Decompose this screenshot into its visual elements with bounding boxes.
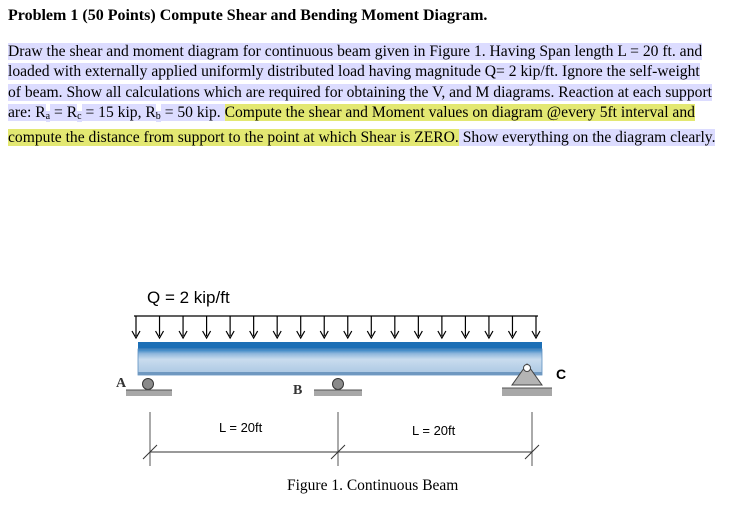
load-label: Q = 2 kip/ft <box>147 288 230 307</box>
support-a-label: A <box>116 376 127 391</box>
roller-b-icon <box>333 379 344 390</box>
distributed-load-arrows <box>132 316 540 338</box>
span1-label: L = 20ft <box>219 420 263 435</box>
figure-caption: Figure 1. Continuous Beam <box>287 477 459 494</box>
support-c-label: C <box>556 366 567 382</box>
ground-a <box>126 390 172 396</box>
statement-part4: = 50 kip. <box>160 104 225 122</box>
subscript-a: a <box>45 111 51 123</box>
roller-a-icon <box>143 379 154 390</box>
beam-bottom-edge <box>138 372 542 375</box>
support-a <box>126 379 172 397</box>
span-dimensions <box>143 412 539 466</box>
subscript-b: b <box>155 111 161 123</box>
statement-highlighted-task: Compute the shear and Moment values on diagram @every 5ft interval and compute the distance from support to the point at which Shear is ZERO. <box>8 104 695 146</box>
ground-c <box>502 388 552 396</box>
span2-label: L = 20ft <box>412 423 456 438</box>
support-b-label: B <box>293 383 303 398</box>
beam <box>138 342 542 375</box>
beam-top-flange <box>138 342 542 349</box>
support-b <box>314 379 362 397</box>
ground-b <box>314 390 362 396</box>
problem-title: Problem 1 (50 Points) Compute Shear and Bending Moment Diagram. <box>8 7 488 24</box>
statement-part3: = 15 kip, R <box>81 104 156 122</box>
statement-part2: = R <box>50 104 78 122</box>
beam-web <box>138 349 542 375</box>
statement-part5: Show everything on the diagram clearly. <box>458 128 716 146</box>
subscript-c: c <box>77 111 82 123</box>
statement-part1: Draw the shear and moment diagram for continuous beam given in Figure 1. Having Span length L = 20 ft. and loaded with externally applied uniformly distributed load having magnitude Q= 2 kip/ft. Ignore the self-weight of beam. Show all calculations which are required for obtaining the V, and M diagrams. Reaction at each support are: R <box>8 43 712 122</box>
